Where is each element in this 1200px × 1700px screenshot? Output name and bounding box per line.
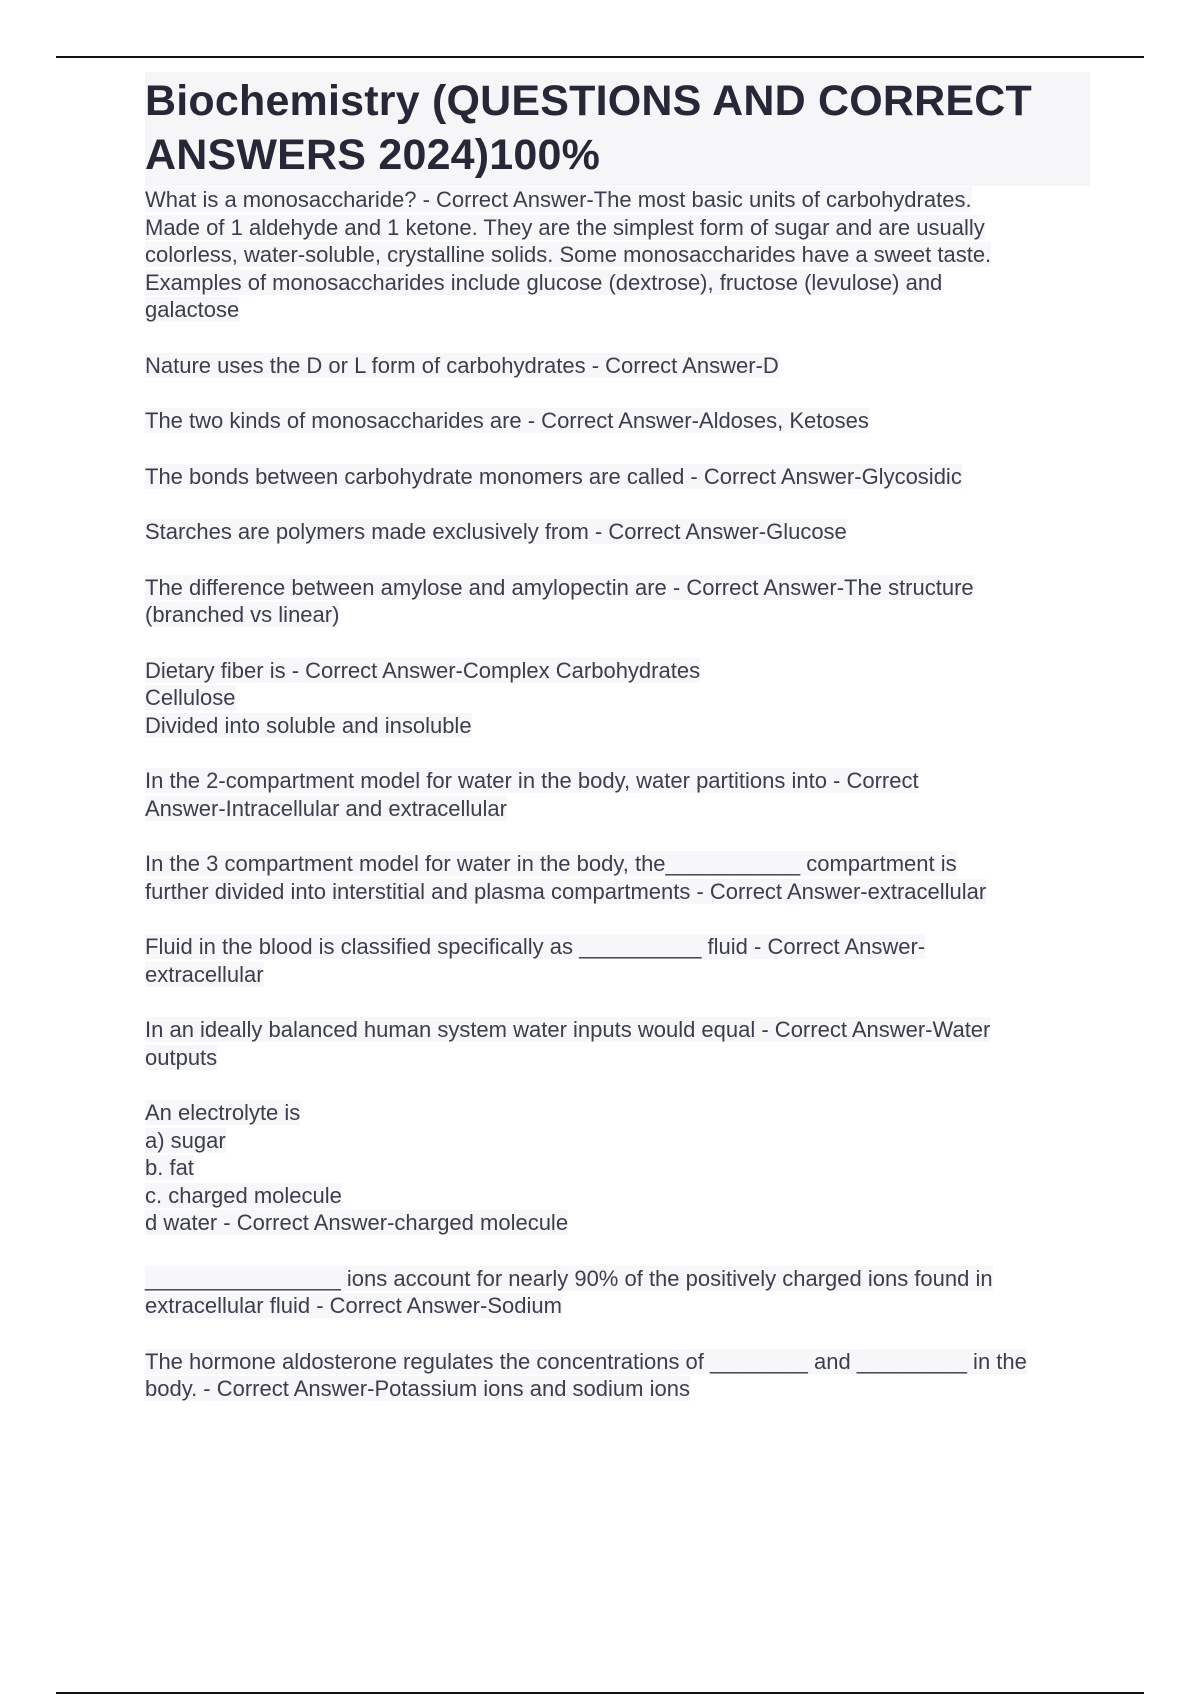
- bottom-rule: [56, 1692, 1144, 1694]
- qa-item-9: [145, 850, 1090, 905]
- qa-text: The hormone aldosterone regulates the concentrations of ________ and _________ in the body. - Correct Answer-Potassium ions and sodium ions: [145, 1348, 1027, 1401]
- qa-text: In the 3 compartment model for water in the body, the___________ compartment is further divided into interstitial and plasma compartments - Correct Answer-extracellular: [145, 851, 987, 904]
- qa-item-6: [145, 574, 1090, 629]
- qa-text: Nature uses the D or L form of carbohydrates - Correct Answer-D: [145, 352, 779, 378]
- qa-item-13: [145, 1265, 1090, 1320]
- qa-text: In the 2-compartment model for water in the body, water partitions into - Correct Answer-Intracellular and extracellular: [145, 768, 919, 821]
- qa-text: Dietary fiber is - Correct Answer-Complex Carbohydrates Cellulose Divided into soluble and insoluble: [145, 657, 701, 738]
- qa-item-10: [145, 933, 1090, 988]
- qa-item-4: [145, 463, 1090, 491]
- qa-item-14: [145, 1348, 1090, 1403]
- qa-item-1: [145, 186, 1090, 324]
- qa-item-12: [145, 1099, 1090, 1237]
- qa-item-5: [145, 518, 1090, 546]
- qa-text: The two kinds of monosaccharides are - Correct Answer-Aldoses, Ketoses: [145, 408, 869, 433]
- qa-text: Starches are polymers made exclusively from - Correct Answer-Glucose: [145, 519, 847, 544]
- qa-text: An electrolyte is a) sugar b. fat c. charged molecule d water - Correct Answer-charged molecule: [145, 1100, 569, 1235]
- document-title: Biochemistry (QUESTIONS AND CORRECT ANSWERS 2024)100%: [145, 72, 1090, 186]
- qa-item-3: [145, 407, 1090, 435]
- qa-text: In an ideally balanced human system water inputs would equal - Correct Answer-Water outputs: [145, 1017, 991, 1070]
- top-rule: [56, 56, 1144, 58]
- qa-item-11: [145, 1016, 1090, 1071]
- qa-item-7: [145, 657, 1090, 740]
- qa-text: The difference between amylose and amylopectin are - Correct Answer-The structure (branched vs linear): [145, 574, 974, 627]
- qa-text: The bonds between carbohydrate monomers are called - Correct Answer-Glycosidic: [145, 463, 962, 489]
- qa-item-2: [145, 352, 1090, 380]
- qa-item-8: [145, 767, 1090, 822]
- qa-text: Fluid in the blood is classified specifically as __________ fluid - Correct Answer- extracellular: [145, 934, 926, 987]
- qa-text: ________________ ions account for nearly 90% of the positively charged ions found in extracellular fluid - Correct Answer-Sodium: [145, 1265, 993, 1318]
- document-body: [145, 72, 1090, 1431]
- qa-text: What is a monosaccharide? - Correct Answer-The most basic units of carbohydrates. Made of 1 aldehyde and 1 ketone. They are the simplest form of sugar and are usually colorless, water-soluble, crystalline solids. Some monosaccharides have a sweet taste. Examples of monosaccharides include glucose (dextrose), fructose (levulose) and galactose: [145, 187, 992, 322]
- qa-list: [145, 186, 1090, 1403]
